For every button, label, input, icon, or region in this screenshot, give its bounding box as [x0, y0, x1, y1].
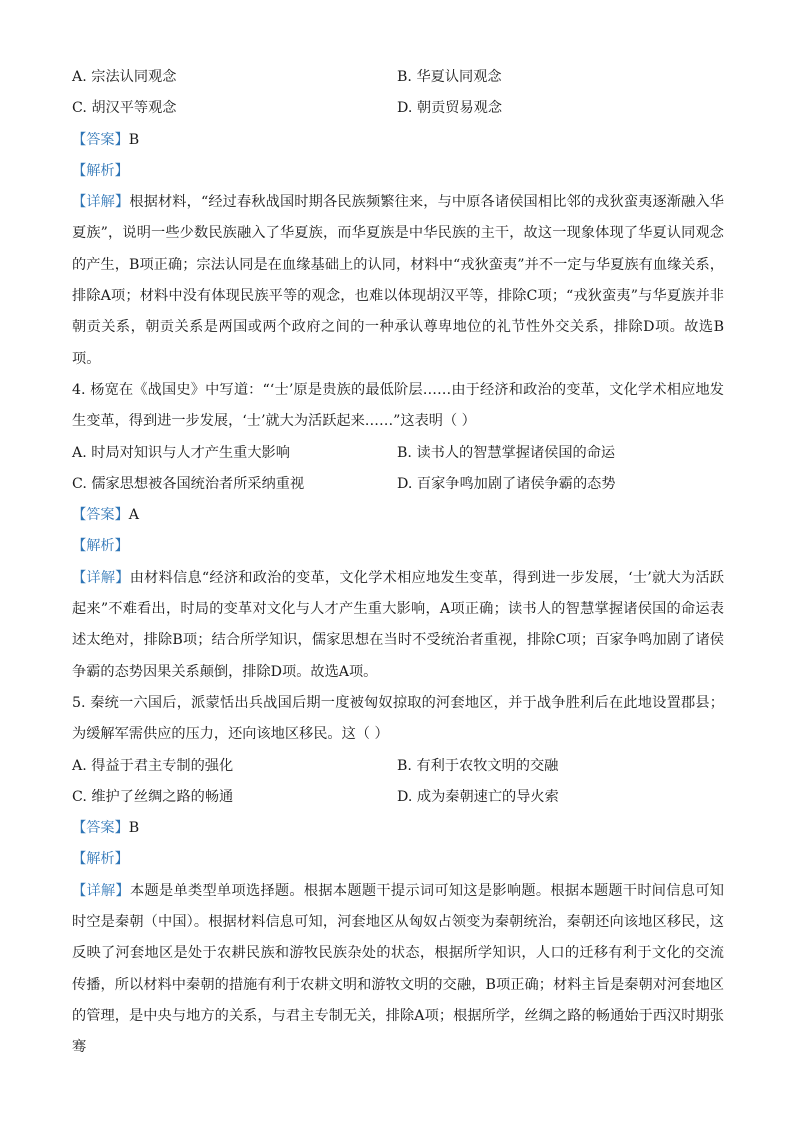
- q3-option-b: B. 华夏认同观念: [397, 69, 502, 85]
- detail-text: 根据材料，“经过春秋战国时期各民族频繁往来，与中原各诸侯国相比邻的戎狄蛮夷逐渐融入华夏族”，说明一些少数民族融入了华夏族，而华夏族是中华民族的主干，故这一现象体现了华夏认同观念的产生，B项正确；宗法认同是在血缘基础上的认同，材料中“戎狄蛮夷”并不一定与华夏族有血缘关系，排除A项；材料中没有体现民族平等的观念，也难以体现胡汉平等，排除C项；“戎狄蛮夷”与华夏族并非朝贡关系，朝贡关系是两国或两个政府之间的一种承认尊卑地位的礼节性外交关系，排除D项。故选B项。: [72, 194, 724, 367]
- detail-text: 本题是单类型单项选择题。根据本题题干提示词可知这是影响题。根据本题题干时间信息可知时空是秦朝（中国）。根据材料信息可知，河套地区从匈奴占领变为秦朝统治，秦朝还向该地区移民，这反映了河套地区是处于农耕民族和游牧民族杂处的状态，根据所学知识，人口的迁移有利于文化的交流传播，所以材料中秦朝的措施有利于农耕文明和游牧文明的交融，B项正确；材料主旨是秦朝对河套地区的管理，是中央与地方的关系，与君主专制无关，排除A项；根据所学，丝绸之路的畅通始于西汉时期张骞: [72, 882, 724, 1056]
- q3-option-c: C. 胡汉平等观念: [72, 100, 177, 117]
- analysis-tag: 【解析】: [72, 538, 129, 555]
- q5-answer-line: [72, 813, 724, 844]
- q3-options: [72, 62, 724, 125]
- answer-tag: 【答案】: [72, 131, 129, 148]
- q5-option-a: A. 得益于君主专制的强化: [72, 757, 234, 774]
- q5-detail: [72, 876, 724, 1064]
- analysis-tag: 【解析】: [72, 851, 129, 868]
- q4-option-a: A. 时局对知识与人才产生重大影响: [72, 444, 290, 461]
- q3-detail: [72, 187, 724, 375]
- q3-answer-line: [72, 125, 724, 156]
- answer-value: B: [128, 820, 140, 837]
- q5-options: [72, 751, 724, 814]
- answer-tag: 【答案】: [72, 507, 129, 524]
- q5-stem: 5. 秦统一六国后，派蒙恬出兵战国后期一度被匈奴掠取的河套地区，并于战争胜利后在此地设置郡县；为缓解军需供应的压力，还向该地区移民。这（ ）: [72, 694, 724, 743]
- answer-tag: 【答案】: [72, 820, 129, 837]
- detail-text: 由材料信息“经济和政治的变革，文化学术相应地发生变革，得到进一步发展，‘士’就大为活跃起来”不难看出，时局的变革对文化与人才产生重大影响，A项正确；读书人的智慧掌握诸侯国的命运表述太绝对，排除B项；结合所学知识，儒家思想在当时不受统治者重视，排除C项；百家争鸣加剧了诸侯争霸的态势因果关系颠倒，排除D项。故选A项。: [72, 569, 724, 680]
- document-page: [72, 62, 724, 1064]
- q5-option-b: B. 有利于农牧文明的交融: [397, 757, 559, 774]
- q4-option-c: C. 儒家思想被各国统治者所采纳重视: [72, 475, 305, 492]
- q4-option-d: D. 百家争鸣加剧了诸侯争霸的态势: [397, 475, 616, 492]
- answer-value: A: [128, 507, 140, 524]
- q4-option-b: B. 读书人的智慧掌握诸侯国的命运: [397, 444, 616, 461]
- answer-value: B: [128, 131, 140, 148]
- q5-option-c: C. 维护了丝绸之路的畅通: [72, 788, 234, 805]
- q4-detail: [72, 563, 724, 688]
- detail-tag: 【详解】: [72, 569, 130, 586]
- q4-analysis-line: [72, 531, 724, 562]
- q4-answer-line: [72, 500, 724, 531]
- q4-options: [72, 438, 724, 501]
- q4-stem: 4. 杨宽在《战国史》中写道：“‘士’原是贵族的最低阶层……由于经济和政治的变革，文化学术相应地发生变革，得到进一步发展，‘士’就大为活跃起来……”这表明（ ）: [72, 381, 724, 430]
- q3-option-a: A. 宗法认同观念: [72, 69, 177, 85]
- detail-tag: 【详解】: [72, 194, 130, 211]
- q5-analysis-line: [72, 844, 724, 875]
- q3-analysis-line: [72, 156, 724, 187]
- detail-tag: 【详解】: [72, 882, 130, 899]
- analysis-tag: 【解析】: [72, 162, 129, 179]
- q3-option-d: D. 朝贡贸易观念: [397, 100, 503, 117]
- q5-option-d: D. 成为秦朝速亡的导火索: [397, 788, 559, 805]
